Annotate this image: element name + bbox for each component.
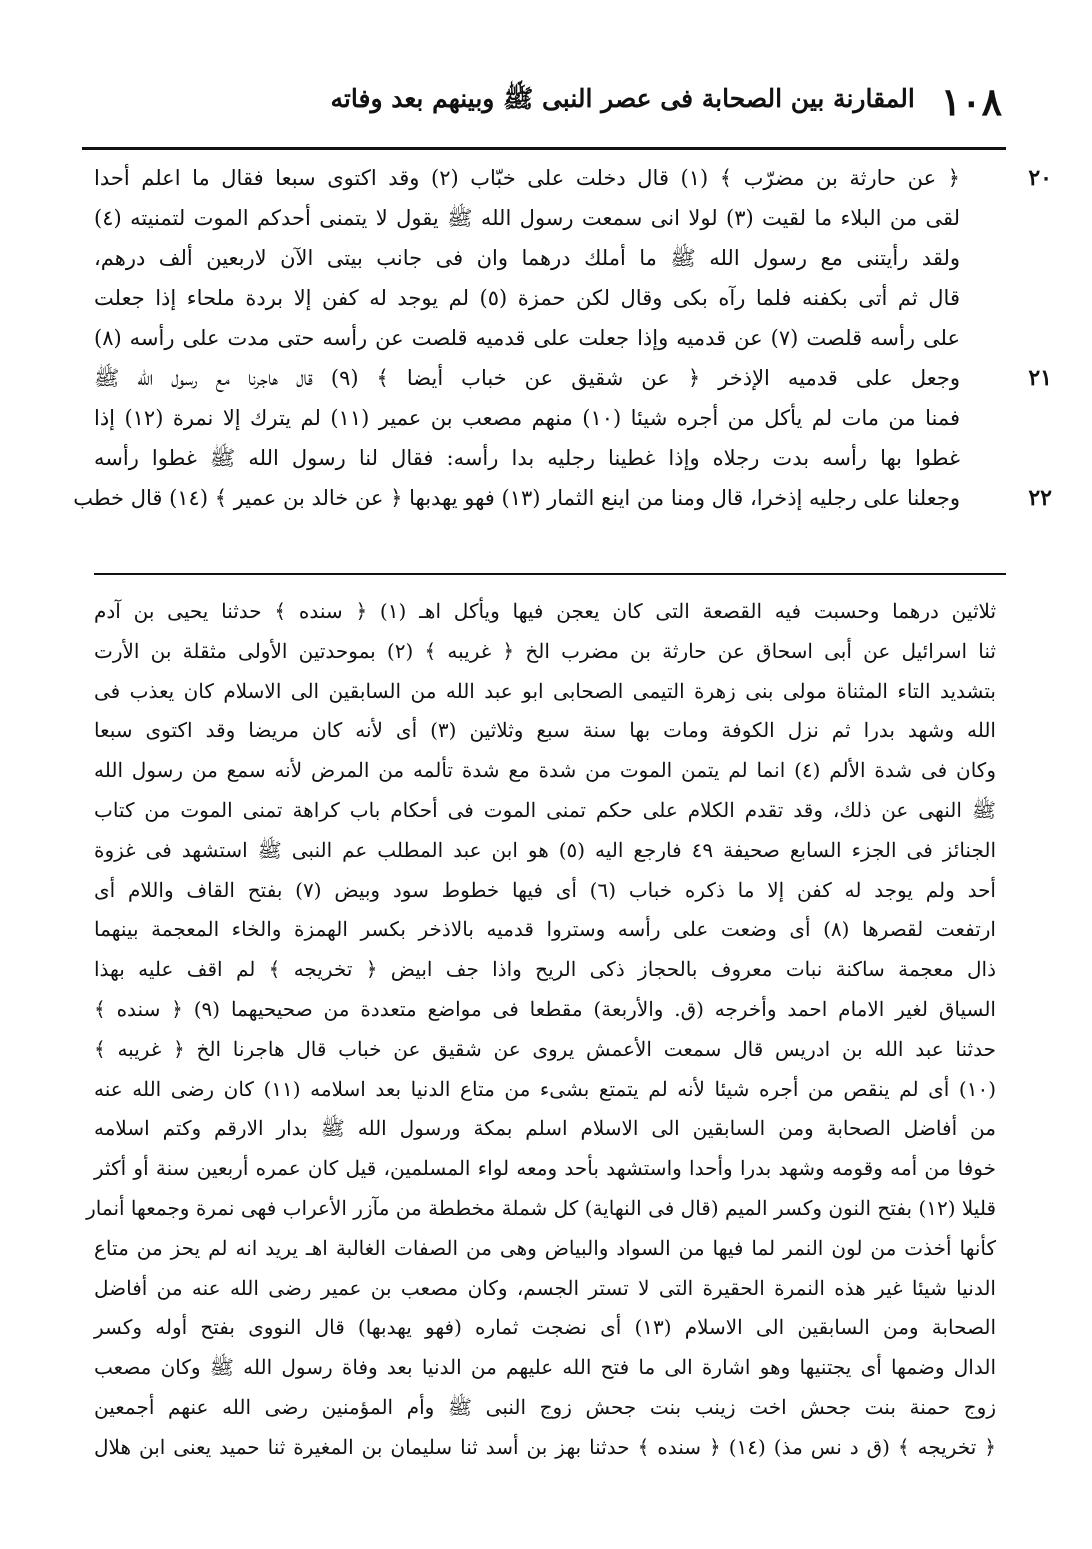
main-line-text: وجعل على قدميه الإذخر ﴿ عن شقيق عن خباب أيضا ﴾ (٩) قال هاجرنا مع رسول الله ﷺ <box>94 366 960 390</box>
main-line <box>94 438 1052 478</box>
main-line <box>94 358 1052 398</box>
footnote-line: ﷺ النهى عن ذلك، وقد تقدم الكلام على حكم تمنى الموت فى أحكام باب كراهة تمنى الموت من كتاب <box>94 797 996 822</box>
main-line <box>94 198 1052 238</box>
footnote-line: أحد ولم يوجد له كفن إلا ما ذكره خباب (٦) أى فيها خطوط سود وبيض (٧) بفتح القاف واللام أى <box>94 877 996 902</box>
main-line-text: لقى من البلاء ما لقيت (٣) لولا انى سمعت رسول الله ﷺ يقول لا يتمنى أحدكم الموت لتمنيته (٤) <box>94 206 960 230</box>
running-title: المقارنة بين الصحابة فى عصر النبى ﷺ وبينهم بعد وفاته <box>330 83 915 113</box>
page-header <box>250 78 1002 124</box>
footnote-line: ثلاثين درهما وحسبت فيه القصعة التى كان يعجن فيها ويأكل اهـ (١) ﴿ سنده ﴾ حدثنا يحيى بن آدم <box>94 599 997 623</box>
footnote-line: الله وشهد بدرا ثم نزل الكوفة ومات بها سنة سبع وثلاثين (٣) أى لأنه كان مريضا وقد اكتوى سبعا <box>94 718 996 743</box>
main-line <box>94 318 1052 358</box>
footnote-line: السياق لغير الامام احمد وأخرجه (ق. والأربعة) مقطعا فى مواضع متعددة من صحيحيهما (٩) ﴿ سنده ﴾ <box>94 996 996 1021</box>
footnote-line: (١٠) أى لم ينقص من أجره شيئا لأنه لم يتمتع بشىء من متاع الدنيا بعد اسلامه (١١) كان رضى الله عنه <box>94 1076 997 1101</box>
main-line-text: غطوا بها رأسه بدت رجلاه وإذا غطينا رجليه بدا رأسه: فقال لنا رسول الله ﷺ غطوا رأسه <box>94 446 960 470</box>
footnote-line: كأنها أخذت من لون النمر لما فيها من السواد والبياض وهى من الصفات الغالبة اهـ يريد انه لم يحز من متاع <box>94 1235 996 1260</box>
footnote-line: الدنيا شيئا غير هذه النمرة الحقيرة التى لا تستر الجسم، وكان مصعب بن عمير رضى الله عنه من أفاضل <box>94 1275 996 1300</box>
footnote-line: ارتفعت لقصرها (٨) أى وضعت على رأسه وستروا قدميه بالاذخر بكسر الهمزة والخاء المعجمة بينهما <box>94 917 996 942</box>
hadith-number: ٢٢ <box>1028 485 1052 511</box>
footnote-line: قليلا (١٢) بفتح النون وكسر الميم (قال فى النهاية) كل شملة مخططة من مآزر الأعراب فهى نمرة وجمعها أنمار <box>86 1195 996 1220</box>
footnote-line: وكان فى شدة الألم (٤) انما لم يتمن الموت من شدة مع شدة تألمه من المرض لأنه سمع من رسول الله <box>94 758 996 783</box>
main-line <box>73 478 1052 518</box>
footnote-line: ﴿ تخريجه ﴾ (ق د نس مذ) (١٤) ﴿ سنده ﴾ حدثنا بهز بن أسد ثنا سليمان بن المغيرة ثنا حميد يعنى ابن هلال <box>94 1434 997 1459</box>
footnote-line: زوج حمنة بنت جحش اخت زينب بنت جحش زوج النبى ﷺ وأم المؤمنين رضى الله عنهم أجمعين <box>94 1394 996 1419</box>
main-line-text: قال ثم أتى بكفنه فلما رآه بكى وقال لكن حمزة (٥) لم يوجد له كفن إلا بردة ملحاء إذا جعلت <box>94 286 960 310</box>
page-number: ١٠٨ <box>940 78 1002 124</box>
footnote-line: الدال وضمها أى يجتنيها وهو اشارة الى ما فتح الله عليهم من الدنيا بعد وفاة رسول الله ﷺ وكان مصعب <box>94 1355 996 1380</box>
footnote-line: الجنائز فى الجزء السابع صحيفة ٤٩ فارجع اليه (٥) هو ابن عبد المطلب عم النبى ﷺ استشهد فى غزوة <box>94 837 997 862</box>
footnote-line: بتشديد التاء المثناة مولى بنى زهرة التيمى الصحابى ابو عبد الله من السابقين الى الاسلام كان يعذب فى <box>94 678 996 703</box>
footnote-line: خوفا من أمه وقومه وشهد بدرا وأحدا واستشهد بأحد ومعه لواء المسلمين، قيل كان عمره أربعين سنة أو أكثر <box>94 1156 996 1181</box>
main-line-text: فمنا من مات لم يأكل من أجره شيئا (١٠) منهم مصعب بن عمير (١١) لم يترك إلا نمرة (١٢) إذا <box>94 406 961 430</box>
footnotes <box>86 592 997 1468</box>
main-line-text: وجعلنا على رجليه إذخرا، قال ومنا من اينع الثمار (١٣) فهو يهدبها ﴿ عن خالد بن عمير ﴾ (١٤) قال خطب <box>73 486 960 510</box>
footnote-line: ذال معجمة ساكنة نبات معروف بالحجاز ذكى الريح واذا جف ابيض ﴿ تخريجه ﴾ لم اقف عليه بهذا <box>94 957 996 982</box>
footnote-line: حدثنا عبد الله بن ادريس قال سمعت الأعمش يروى عن شقيق عن خباب قال هاجرنا الخ ﴿ غريبه ﴾ <box>94 1036 996 1061</box>
footnote-line: ثنا اسرائيل عن أبى اسحاق عن حارثة بن مضرب الخ ﴿ غريبه ﴾ (٢) بموحدتين الأولى مثقلة بن الأرت <box>94 638 996 663</box>
main-line <box>94 278 1052 318</box>
main-text <box>73 158 1052 518</box>
main-line-text: ﴿ عن حارثة بن مضرّب ﴾ (١) قال دخلت على خبّاب (٢) وقد اكتوى سبعا فقال ما اعلم أحدا <box>94 166 960 190</box>
main-line <box>94 398 1052 438</box>
header-rule <box>82 147 1006 150</box>
footnote-rule <box>94 573 1006 575</box>
footnote-line: الصحابة ومن السابقين الى الاسلام (١٣) أى نضجت ثماره (فهو يهدبها) قال النووى بفتح أوله وكسر <box>94 1315 996 1340</box>
main-line-text: ولقد رأيتنى مع رسول الله ﷺ ما أملك درهما وان فى جانب بيتى الآن لاربعين ألف درهم، <box>94 246 960 270</box>
main-line-text: على رأسه قلصت (٧) عن قدميه وإذا جعلت على قدميه قلصت عن رأسه حتى مدت على رأسه (٨) <box>94 326 960 350</box>
hadith-number: ٢٠ <box>1028 165 1052 191</box>
hadith-number: ٢١ <box>1028 365 1052 391</box>
main-line <box>94 158 1052 198</box>
main-line <box>94 238 1052 278</box>
footnote-line: من أفاضل الصحابة ومن السابقين الى الاسلام اسلم بمكة ورسول الله ﷺ بدار الارقم وكتم اسلامه <box>94 1116 996 1141</box>
